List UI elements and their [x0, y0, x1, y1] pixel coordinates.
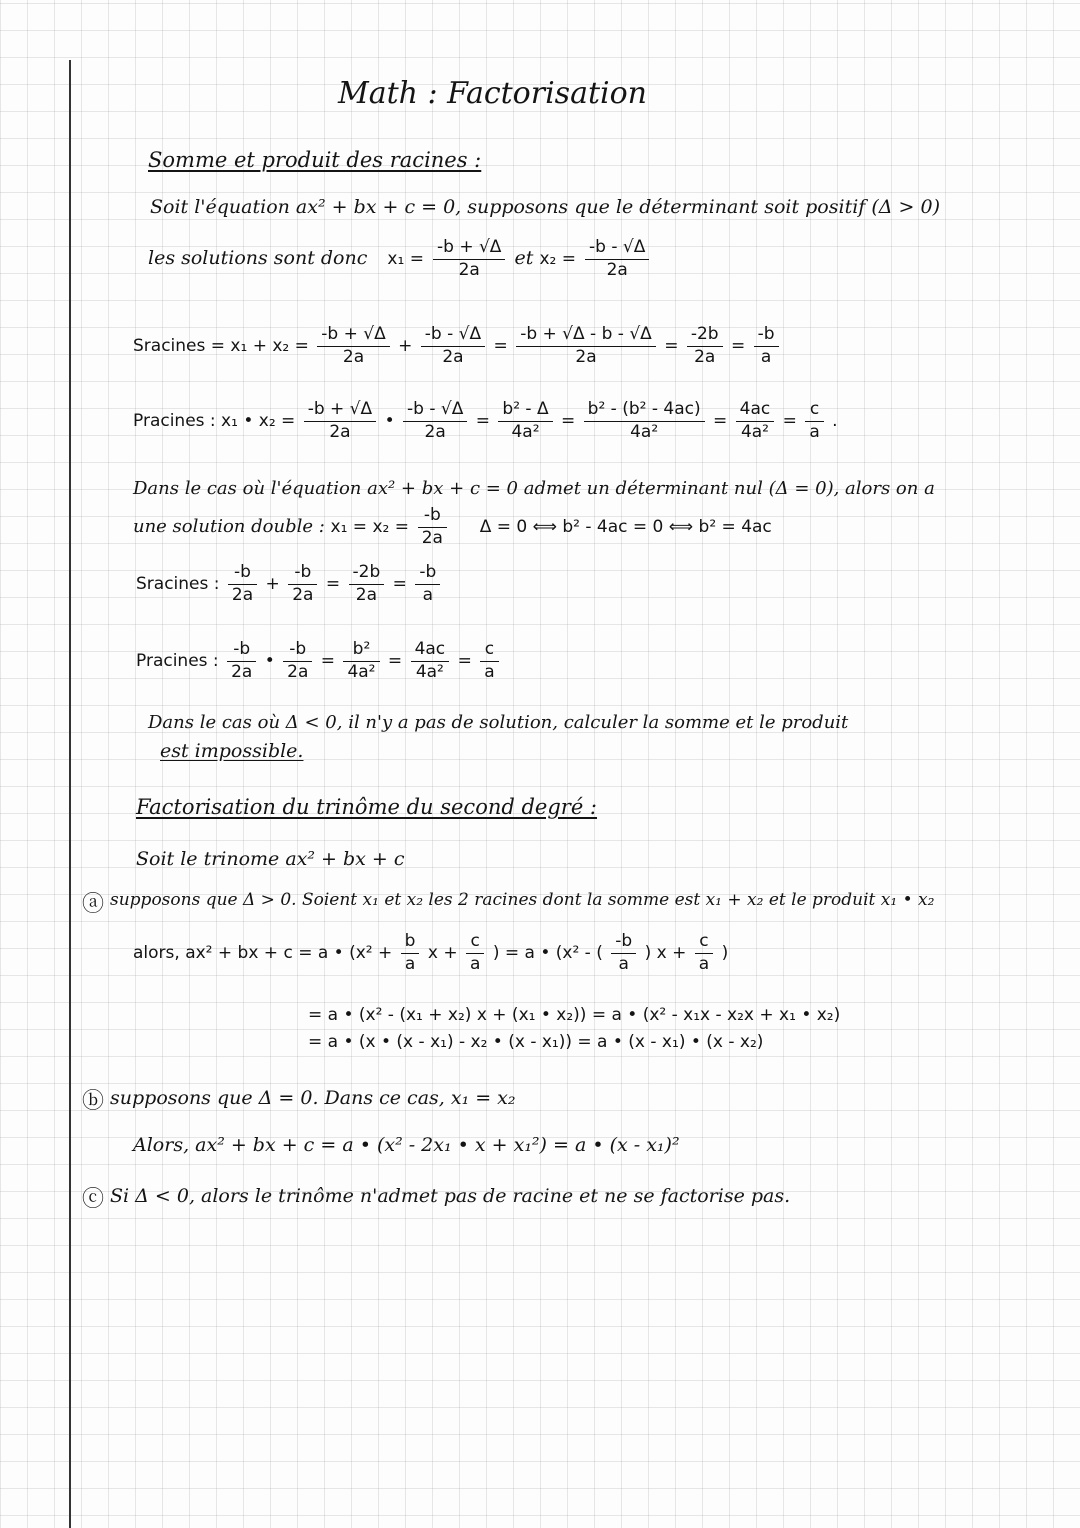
section-title-factorisation: Factorisation du trinôme du second degré :: [136, 795, 598, 819]
double-root-x: x₁ = x₂ =: [330, 517, 409, 538]
equals-sign: =: [713, 411, 728, 432]
sum-fraction-2: [421, 325, 485, 367]
sum2-f2-num: -b: [288, 563, 317, 585]
sum2-fraction-2: [288, 563, 317, 605]
alors-f3-den: a: [618, 953, 629, 974]
sum-f3-num: -b + √Δ - b - √Δ: [516, 325, 656, 347]
prod2-f2-num: -b: [283, 640, 312, 662]
sum2-f4-den: a: [422, 584, 433, 605]
sum2-f1-den: 2a: [231, 584, 254, 605]
alors-f4-num: c: [695, 932, 713, 954]
solutions-text: les solutions sont donc: [148, 247, 368, 270]
sum-f2-den: 2a: [442, 346, 464, 367]
sum2-f1-num: -b: [228, 563, 257, 585]
case-b-line: supposons que Δ = 0. Dans ce cas, x₁ = x₂: [110, 1087, 516, 1109]
prod2-f3-num: b²: [343, 640, 379, 662]
double-root-num: -b: [418, 506, 447, 528]
equals-sign: =: [493, 336, 508, 357]
case-a-mark: ⓐ: [82, 892, 105, 917]
prod-fraction-1: [304, 400, 376, 442]
sum-f2-num: -b - √Δ: [421, 325, 485, 347]
prod2-fraction-3: [343, 640, 379, 682]
equals-sign: =: [664, 336, 679, 357]
prod-f5-den: 4a²: [740, 421, 769, 442]
plus-sign: +: [265, 574, 280, 595]
alors-mid: ) = a • (x² - (: [492, 943, 603, 964]
et-word: et: [514, 247, 534, 270]
equals-sign: =: [561, 411, 576, 432]
sum2-fraction-4: [415, 563, 440, 605]
product-double-formula: [136, 640, 502, 682]
prod-fraction-3: [498, 400, 552, 442]
prod2-f5-den: a: [484, 661, 495, 682]
alors-f1-den: a: [404, 953, 416, 974]
alors-f3-num: -b: [611, 932, 636, 954]
solutions-line: [148, 238, 652, 280]
alors-mid2: ) x +: [644, 943, 687, 964]
equals-sign: =: [782, 411, 797, 432]
equals-sign: =: [457, 651, 472, 672]
prod2-fraction-1: [227, 640, 256, 682]
margin-line: [69, 60, 71, 1528]
prod-fraction-5: [736, 400, 775, 442]
double-root-line-2: [133, 506, 772, 548]
double-root-delta: Δ = 0 ⟺ b² - 4ac = 0 ⟺ b² = 4ac: [479, 517, 772, 538]
product-formula: [133, 400, 838, 442]
sum-f5-num: -b: [754, 325, 779, 347]
sum-f4-num: -2b: [687, 325, 723, 347]
sum-f4-den: 2a: [694, 346, 716, 367]
sum2-f4-num: -b: [415, 563, 440, 585]
prod-f6-den: a: [809, 421, 820, 442]
x2-numerator: -b - √Δ: [585, 238, 649, 260]
sum-f1-den: 2a: [342, 346, 365, 367]
product-label: Pracines : x₁ • x₂ =: [133, 411, 296, 432]
prod-fraction-2: [403, 400, 467, 442]
x1-fraction: [433, 238, 505, 280]
dot-sign: •: [264, 651, 275, 672]
case-b-mark: ⓑ: [82, 1089, 105, 1114]
prod-fraction-6: [805, 400, 823, 442]
case-c-line: Si Δ < 0, alors le trinôme n'admet pas de racine et ne se factorise pas.: [110, 1185, 791, 1207]
prod-f1-num: -b + √Δ: [304, 400, 376, 422]
prod-f3-den: 4a²: [511, 421, 540, 442]
equals-sign: =: [392, 574, 407, 595]
sum-double-formula: [136, 563, 443, 605]
alors-f2-num: c: [466, 932, 484, 954]
sum-fraction-1: [317, 325, 389, 367]
equals-sign: =: [325, 574, 341, 595]
prod2-fraction-4: [411, 640, 450, 682]
prod2-fraction-2: [283, 640, 312, 682]
alors-start: alors, ax² + bx + c = a • (x² +: [133, 943, 393, 964]
plus-sign: +: [398, 336, 413, 357]
prod2-f1-den: 2a: [231, 661, 253, 682]
x1-denominator: 2a: [458, 259, 480, 280]
expansion-line-1: = a • (x² - (x₁ + x₂) x + (x₁ • x₂)) = a • (x² - x₁x - x₂x + x₁ • x₂): [308, 1005, 841, 1025]
period: .: [832, 411, 838, 432]
prod-f5-num: 4ac: [736, 400, 775, 422]
sum-f3-den: 2a: [575, 346, 597, 367]
x2-denominator: 2a: [606, 259, 628, 280]
sum2-f3-den: 2a: [355, 584, 377, 605]
expansion-line-2: = a • (x • (x - x₁) - x₂ • (x - x₁)) = a • (x - x₁) • (x - x₂): [308, 1032, 764, 1052]
x1-numerator: -b + √Δ: [433, 238, 505, 260]
prod2-f2-den: 2a: [287, 661, 309, 682]
double-root-fraction: [418, 506, 447, 548]
prod2-fraction-5: [480, 640, 498, 682]
alors-f4-den: a: [698, 953, 710, 974]
alors-fraction-1: [401, 932, 420, 974]
prod2-f4-num: 4ac: [411, 640, 450, 662]
sum2-label: Sracines :: [136, 574, 220, 595]
dot-sign: •: [384, 411, 395, 432]
sum2-f3-num: -2b: [349, 563, 385, 585]
negative-delta-line-2: est impossible.: [160, 740, 304, 762]
alors-fraction-2: [466, 932, 484, 974]
section-title-sum-product: Somme et produit des racines :: [148, 148, 482, 172]
sum-fraction-4: [687, 325, 723, 367]
case-c-mark: ⓒ: [82, 1187, 105, 1212]
equals-sign: =: [387, 651, 403, 672]
prod-f2-num: -b - √Δ: [403, 400, 467, 422]
equals-sign: =: [320, 651, 336, 672]
sum-f1-num: -b + √Δ: [317, 325, 389, 347]
prod2-label: Pracines :: [136, 651, 219, 672]
prod2-f4-den: 4a²: [415, 661, 444, 682]
x1-label: x₁ =: [387, 249, 424, 270]
x2-fraction: [585, 238, 649, 280]
equals-sign: =: [475, 411, 490, 432]
alors-f2-den: a: [469, 953, 481, 974]
page-title: Math : Factorisation: [338, 76, 647, 111]
prod-f6-num: c: [805, 400, 823, 422]
prod-f2-den: 2a: [424, 421, 446, 442]
sum-f5-den: a: [760, 346, 772, 367]
prod-f4-den: 4a²: [630, 421, 659, 442]
alors-fraction-3: [611, 932, 636, 974]
case-a-line: supposons que Δ > 0. Soient x₁ et x₂ les 2 racines dont la somme est x₁ + x₂ et le produit x₁ • x₂: [110, 890, 935, 910]
sum2-fraction-1: [228, 563, 257, 605]
x2-label: x₂ =: [539, 249, 576, 270]
alors-end: ): [721, 943, 729, 964]
sum-formula: [133, 325, 782, 367]
trinome-line: Soit le trinome ax² + bx + c: [136, 848, 405, 870]
equation-line: Soit l'équation ax² + bx + c = 0, supposons que le déterminant soit positif (Δ > 0): [150, 196, 940, 218]
case-b-alors: Alors, ax² + bx + c = a • (x² - 2x₁ • x + x₁²) = a • (x - x₁)²: [133, 1134, 680, 1156]
equals-sign: =: [731, 336, 746, 357]
double-root-text: une solution double :: [133, 516, 325, 538]
sum-fraction-5: [754, 325, 779, 367]
sum-label: Sracines = x₁ + x₂ =: [133, 336, 309, 357]
alors-f1-num: b: [401, 932, 420, 954]
prod2-f5-num: c: [480, 640, 498, 662]
double-root-line-1: Dans le cas où l'équation ax² + bx + c = 0 admet un déterminant nul (Δ = 0), alors on a: [133, 478, 935, 499]
prod-f4-num: b² - (b² - 4ac): [584, 400, 705, 422]
sum2-f2-den: 2a: [292, 584, 314, 605]
sum2-fraction-3: [349, 563, 385, 605]
negative-delta-line-1: Dans le cas où Δ < 0, il n'y a pas de solution, calculer la somme et le produit: [148, 712, 849, 733]
alors-formula: [133, 932, 728, 974]
double-root-den: 2a: [421, 527, 443, 548]
sum-fraction-3: [516, 325, 656, 367]
prod-fraction-4: [584, 400, 705, 442]
prod-f3-num: b² - Δ: [498, 400, 552, 422]
prod2-f1-num: -b: [227, 640, 256, 662]
alors-fraction-4: [695, 932, 713, 974]
prod2-f3-den: 4a²: [347, 661, 376, 682]
alors-x: x +: [427, 943, 458, 964]
prod-f1-den: 2a: [329, 421, 351, 442]
